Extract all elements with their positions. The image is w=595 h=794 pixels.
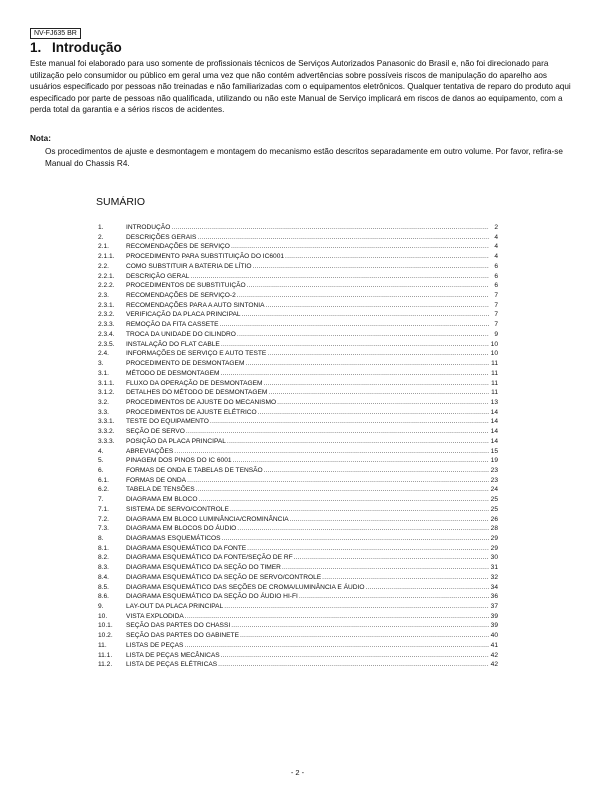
- toc-entry[interactable]: [98, 311, 498, 321]
- toc-entry-page: 32: [490, 573, 498, 581]
- toc-dot-leader: [253, 263, 489, 270]
- toc-entry-number: 2.1.1.: [98, 253, 115, 261]
- toc-entry-number: 10.2.: [98, 632, 113, 640]
- toc-entry-number: 2.3.2.: [98, 311, 115, 319]
- toc-entry-title: LISTA DE PEÇAS MECÂNICAS: [126, 651, 220, 659]
- toc-entry-title: REMOÇÃO DA FITA CASSETE: [126, 321, 219, 329]
- toc-entry-number: 8.3.: [98, 564, 109, 572]
- toc-entry-page: 19: [490, 457, 498, 465]
- toc-entry[interactable]: [98, 506, 498, 516]
- toc-entry[interactable]: [98, 613, 498, 623]
- toc-entry-number: 3.1.1.: [98, 379, 115, 387]
- toc-entry[interactable]: [98, 554, 498, 564]
- toc-entry-number: 7.3.: [98, 525, 109, 533]
- toc-entry-page: 7: [494, 321, 498, 329]
- toc-entry-page: 39: [490, 612, 498, 620]
- toc-entry[interactable]: [98, 652, 498, 662]
- toc-entry-title: PROCEDIMENTOS DE AJUSTE DO MECANISMO: [126, 398, 277, 406]
- toc-dot-leader: [190, 273, 489, 280]
- toc-entry-title: PINAGEM DOS PINOS DO IC 6001: [126, 457, 232, 465]
- toc-entry-page: 10: [490, 340, 498, 348]
- toc-entry-title: SISTEMA DE SERVO/CONTROLE: [126, 505, 229, 513]
- toc-entry-title: TROCA DA UNIDADE DO CILINDRO: [126, 330, 236, 338]
- toc-entry-page: 26: [490, 515, 498, 523]
- toc-dot-leader: [264, 467, 489, 474]
- toc-entry-number: 5.: [98, 457, 104, 465]
- toc-entry-title: DIAGRAMA ESQUEMÁTICO DA FONTE/SEÇÃO DE RF: [126, 554, 293, 562]
- toc-dot-leader: [277, 399, 489, 406]
- toc-entry[interactable]: [98, 593, 498, 603]
- toc-entry[interactable]: [98, 486, 498, 496]
- section-title: Introdução: [52, 40, 122, 55]
- toc-entry-number: 7.1.: [98, 505, 109, 513]
- toc-entry-page: 25: [490, 505, 498, 513]
- toc-dot-leader: [222, 535, 489, 542]
- toc-entry-page: 39: [490, 622, 498, 630]
- toc-dot-leader: [221, 652, 489, 659]
- toc-entry[interactable]: [98, 399, 498, 409]
- toc-entry[interactable]: [98, 263, 498, 273]
- toc-entry[interactable]: [98, 525, 498, 535]
- toc-entry-title: TESTE DO EQUIPAMENTO: [126, 418, 209, 426]
- toc-entry-title: LAY-OUT DA PLACA PRINCIPAL: [126, 603, 224, 611]
- toc-entry-title: DIAGRAMA ESQUEMÁTICO DA SEÇÃO DO ÁUDIO HI-FI: [126, 593, 298, 601]
- toc-entry-page: 4: [494, 243, 498, 251]
- toc-entry-number: 7.2.: [98, 515, 109, 523]
- toc-dot-leader: [258, 409, 489, 416]
- toc-entry[interactable]: [98, 457, 498, 467]
- toc-dot-leader: [221, 370, 489, 377]
- toc-dot-leader: [366, 584, 489, 591]
- toc-entry[interactable]: [98, 224, 498, 234]
- toc-entry-number: 6.: [98, 466, 104, 474]
- toc-entry-title: MÉTODO DE DESMONTAGEM: [126, 369, 220, 377]
- toc-entry[interactable]: [98, 516, 498, 526]
- toc-entry[interactable]: [98, 603, 498, 613]
- toc-entry-page: 9: [494, 330, 498, 338]
- toc-entry-number: 3.3.1.: [98, 418, 115, 426]
- toc-entry-title: DESCRIÇÕES GERAIS: [126, 233, 197, 241]
- toc-entry-number: 3.1.2.: [98, 389, 115, 397]
- toc-entry-title: DIAGRAMA EM BLOCO LUMINÂNCIA/CROMINÂNCIA: [126, 515, 289, 523]
- toc-entry-title: INTRODUÇÃO: [126, 224, 171, 231]
- toc-entry[interactable]: [98, 360, 498, 370]
- toc-dot-leader: [171, 224, 489, 231]
- toc-entry-page: 42: [490, 661, 498, 669]
- toc-entry[interactable]: [98, 389, 498, 399]
- toc-dot-leader: [196, 486, 489, 493]
- toc-entry[interactable]: [98, 273, 498, 283]
- toc-entry-title: DIAGRAMA ESQUEMÁTICO DA FONTE: [126, 544, 247, 552]
- toc-dot-leader: [221, 341, 489, 348]
- toc-entry[interactable]: [98, 545, 498, 555]
- toc-entry-page: 7: [494, 311, 498, 319]
- toc-entry-number: 2.1.: [98, 243, 109, 251]
- toc-entry[interactable]: [98, 302, 498, 312]
- toc-entry-number: 3.1.: [98, 369, 109, 377]
- toc-entry[interactable]: [98, 632, 498, 642]
- toc-entry-page: 25: [490, 496, 498, 504]
- toc-entry-title: VISTA EXPLODIDA: [126, 612, 184, 620]
- toc-entry-number: 2.3.1.: [98, 301, 115, 309]
- toc-entry-page: 14: [490, 418, 498, 426]
- toc-dot-leader: [198, 496, 489, 503]
- toc-dot-leader: [294, 554, 489, 561]
- toc-entry[interactable]: [98, 438, 498, 448]
- toc-entry-page: 7: [494, 292, 498, 300]
- toc-dot-leader: [220, 321, 489, 328]
- toc-entry-page: 6: [494, 262, 498, 270]
- toc-entry-page: 2: [494, 224, 498, 231]
- toc-entry[interactable]: [98, 321, 498, 331]
- toc-entry-title: RECOMENDAÇÕES DE SERVIÇO: [126, 243, 230, 251]
- toc-entry-page: 36: [490, 593, 498, 601]
- toc-entry-page: 6: [494, 282, 498, 290]
- toc-entry[interactable]: [98, 292, 498, 302]
- toc-entry-title: COMO SUBSTITUIR A BATERIA DE LÍTIO: [126, 262, 252, 270]
- toc-entry-page: 41: [490, 641, 498, 649]
- toc-entry-page: 29: [490, 544, 498, 552]
- toc-entry-title: LISTAS DE PEÇAS: [126, 641, 184, 649]
- toc-dot-leader: [237, 292, 489, 299]
- toc-entry-page: 14: [490, 408, 498, 416]
- toc-dot-leader: [299, 593, 489, 600]
- toc-entry-page: 10: [490, 350, 498, 358]
- toc-entry[interactable]: [98, 496, 498, 506]
- toc-entry[interactable]: [98, 477, 498, 487]
- toc-entry-number: 9.: [98, 603, 104, 611]
- table-of-contents: [98, 224, 498, 671]
- toc-entry-title: LISTA DE PEÇAS ELÉTRICAS: [126, 661, 218, 669]
- toc-entry-title: DETALHES DO MÉTODO DE DESMONTAGEM: [126, 389, 268, 397]
- toc-dot-leader: [268, 389, 489, 396]
- toc-entry[interactable]: [98, 564, 498, 574]
- toc-dot-leader: [240, 632, 489, 639]
- toc-entry[interactable]: [98, 584, 498, 594]
- toc-entry-page: 11: [491, 369, 498, 377]
- toc-dot-leader: [237, 525, 489, 532]
- toc-entry-title: SEÇÃO DE SERVO: [126, 428, 185, 436]
- model-label: NV-FJ635 BR: [30, 28, 81, 39]
- toc-dot-leader: [187, 477, 489, 484]
- toc-entry-number: 11.1.: [98, 651, 113, 659]
- toc-entry-number: 2.3.: [98, 292, 109, 300]
- toc-entry[interactable]: [98, 331, 498, 341]
- toc-entry-number: 6.2.: [98, 486, 109, 494]
- toc-entry[interactable]: [98, 409, 498, 419]
- toc-entry-number: 11.2.: [98, 661, 113, 669]
- toc-entry-number: 8.4.: [98, 573, 109, 581]
- toc-entry-page: 34: [490, 583, 498, 591]
- toc-entry-page: 24: [490, 486, 498, 494]
- section-heading: [30, 40, 122, 55]
- toc-entry-title: DIAGRAMA EM BLOCOS DO ÁUDIO: [126, 525, 237, 533]
- toc-entry-title: POSIÇÃO DA PLACA PRINCIPAL: [126, 437, 226, 445]
- toc-entry-number: 10.1.: [98, 622, 113, 630]
- toc-entry-number: 6.1.: [98, 476, 109, 484]
- toc-entry-number: 3.3.: [98, 408, 109, 416]
- toc-entry-title: DIAGRAMA ESQUEMÁTICO DA SEÇÃO DE SERVO/CONTROLE: [126, 573, 322, 581]
- toc-entry-title: VERIFICAÇÃO DA PLACA PRINCIPAL: [126, 311, 241, 319]
- toc-dot-leader: [230, 506, 489, 513]
- intro-paragraph: Este manual foi elaborado para uso somente de profissionais técnicos de Serviços Autorizados Panasonic do Brasil e, não foi direcionado para utilização pelo consumidor ou público em geral uma vez que não contém advertências sobre possíveis riscos de manipulação do aparelho aos usuários especificado por pessoas não treinadas e não familiarizadas com o equipamentos eletrônicos. Qualquer tentativa de reparo do produto aqui especificado por parte de pessoas não qualificada, utilizando ou não este Manual de Serviço implicará em riscos de danos ao equipamento, com a perda total da garantia e a sérios riscos de acidentes.: [30, 59, 571, 115]
- toc-dot-leader: [237, 331, 489, 338]
- toc-entry-title: SEÇÃO DAS PARTES DO GABINETE: [126, 632, 239, 640]
- toc-dot-leader: [224, 603, 489, 610]
- toc-dot-leader: [185, 613, 489, 620]
- toc-entry-page: 31: [490, 564, 498, 572]
- toc-dot-leader: [290, 516, 489, 523]
- toc-entry-page: 30: [490, 554, 498, 562]
- toc-entry-title: INSTALAÇÃO DO FLAT CABLE: [126, 340, 220, 348]
- toc-entry[interactable]: [98, 350, 498, 360]
- toc-entry[interactable]: [98, 661, 498, 671]
- toc-entry-page: 14: [490, 428, 498, 436]
- toc-dot-leader: [197, 234, 489, 241]
- toc-dot-leader: [247, 282, 489, 289]
- toc-dot-leader: [264, 380, 489, 387]
- toc-entry-page: 42: [490, 651, 498, 659]
- toc-entry-page: 37: [490, 603, 498, 611]
- toc-entry[interactable]: [98, 428, 498, 438]
- toc-entry[interactable]: [98, 282, 498, 292]
- toc-entry-title: PROCEDIMENTOS DE AJUSTE ELÉTRICO: [126, 408, 257, 416]
- toc-dot-leader: [282, 564, 489, 571]
- toc-entry-title: DESCRIÇÃO GERAL: [126, 272, 190, 280]
- toc-entry-title: DIAGRAMA ESQUEMÁTICO DA SEÇÃO DO TIMER: [126, 564, 281, 572]
- toc-entry-page: 11: [491, 360, 498, 368]
- toc-dot-leader: [322, 574, 489, 581]
- toc-entry-number: 8.: [98, 535, 104, 542]
- toc-entry[interactable]: [98, 622, 498, 632]
- toc-dot-leader: [266, 302, 489, 309]
- toc-entry-title: DIAGRAMA EM BLOCO: [126, 496, 198, 504]
- toc-entry-page: 7: [494, 301, 498, 309]
- toc-dot-leader: [267, 350, 489, 357]
- toc-entry-number: 3.3.3.: [98, 437, 115, 445]
- toc-dot-leader: [186, 428, 489, 435]
- note-label: Nota:: [30, 134, 51, 143]
- toc-entry-number: 2.3.5.: [98, 340, 115, 348]
- toc-entry-page: 15: [490, 447, 498, 455]
- section-number: 1.: [30, 40, 42, 55]
- toc-entry-number: 2.2.: [98, 262, 109, 270]
- toc-entry[interactable]: [98, 253, 498, 263]
- toc-entry-page: 23: [490, 466, 498, 474]
- toc-entry-page: 4: [494, 233, 498, 241]
- toc-entry[interactable]: [98, 467, 498, 477]
- toc-dot-leader: [285, 253, 489, 260]
- toc-entry-title: INFORMAÇÕES DE SERVIÇO E AUTO TESTE: [126, 350, 267, 358]
- toc-entry-number: 3.3.2.: [98, 428, 115, 436]
- toc-entry-number: 8.5.: [98, 583, 109, 591]
- toc-entry-title: ABREVIAÇÕES: [126, 447, 174, 455]
- toc-entry[interactable]: [98, 243, 498, 253]
- toc-entry-number: 8.1.: [98, 544, 109, 552]
- toc-dot-leader: [233, 457, 489, 464]
- toc-entry-title: SEÇÃO DAS PARTES DO CHASSI: [126, 622, 231, 630]
- toc-entry-number: 8.2.: [98, 554, 109, 562]
- toc-entry-number: 2.3.3.: [98, 321, 115, 329]
- toc-entry-number: 3.2.: [98, 398, 109, 406]
- toc-entry-number: 8.6.: [98, 593, 109, 601]
- toc-dot-leader: [242, 311, 489, 318]
- page-number: - 2 -: [290, 768, 305, 777]
- toc-entry-title: RECOMENDAÇÕES PARA A AUTO SINTONIA: [126, 301, 265, 309]
- toc-entry-number: 2.3.4.: [98, 330, 115, 338]
- toc-entry-number: 10.: [98, 612, 108, 620]
- toc-entry-title: DIAGRAMAS ESQUEMÁTICOS: [126, 535, 221, 542]
- toc-entry-number: 3.: [98, 360, 104, 368]
- toc-dot-leader: [231, 622, 489, 629]
- toc-dot-leader: [210, 418, 489, 425]
- toc-entry-page: 11: [491, 389, 498, 397]
- toc-dot-leader: [245, 360, 489, 367]
- toc-dot-leader: [247, 545, 489, 552]
- toc-entry-number: 2.2.1.: [98, 272, 115, 280]
- toc-entry-page: 40: [490, 632, 498, 640]
- toc-entry-number: 1.: [98, 224, 104, 231]
- toc-entry[interactable]: [98, 380, 498, 390]
- toc-entry-number: 2.: [98, 233, 104, 241]
- toc-entry-title: TABELA DE TENSÕES: [126, 486, 195, 494]
- toc-entry-page: 29: [490, 535, 498, 542]
- toc-dot-leader: [227, 438, 489, 445]
- toc-entry-number: 11.: [98, 641, 107, 649]
- toc-entry-title: RECOMENDAÇÕES DE SERVIÇO-2: [126, 292, 236, 300]
- toc-entry-page: 6: [494, 272, 498, 280]
- toc-entry[interactable]: [98, 234, 498, 244]
- toc-entry-page: 4: [494, 253, 498, 261]
- toc-entry-number: 7.: [98, 496, 104, 504]
- toc-entry[interactable]: [98, 418, 498, 428]
- toc-entry-title: FORMAS DE ONDA: [126, 476, 187, 484]
- toc-entry-number: 2.4.: [98, 350, 109, 358]
- toc-dot-leader: [231, 243, 489, 250]
- toc-entry-title: FORMAS DE ONDA E TABELAS DE TENSÃO: [126, 466, 263, 474]
- toc-entry-page: 14: [490, 437, 498, 445]
- toc-entry[interactable]: [98, 574, 498, 584]
- note-text: Os procedimentos de ajuste e desmontagem e montagem do mecanismo estão descritos separadamente em outro volume. Por favor, refira-se Manual do Chassis R4.: [45, 147, 563, 168]
- toc-entry-title: PROCEDIMENTOS DE SUBSTITUIÇÃO: [126, 282, 246, 290]
- toc-entry-title: FLUXO DA OPERAÇÃO DE DESMONTAGEM: [126, 379, 263, 387]
- toc-entry-number: 2.2.2.: [98, 282, 115, 290]
- toc-entry-number: 4.: [98, 447, 104, 455]
- toc-entry[interactable]: [98, 535, 498, 545]
- toc-entry-page: 11: [491, 379, 498, 387]
- table-of-contents-title: SUMÁRIO: [96, 196, 146, 208]
- toc-entry[interactable]: [98, 448, 498, 458]
- toc-dot-leader: [184, 642, 489, 649]
- toc-entry-page: 28: [490, 525, 498, 533]
- toc-entry[interactable]: [98, 642, 498, 652]
- toc-entry-page: 13: [490, 398, 498, 406]
- toc-entry-title: PROCEDIMENTO PARA SUBSTITUIÇÃO DO IC6001: [126, 253, 285, 261]
- toc-entry-page: 23: [490, 476, 498, 484]
- toc-entry-title: PROCEDIMENTO DE DESMONTAGEM: [126, 360, 245, 368]
- toc-dot-leader: [174, 448, 489, 455]
- toc-dot-leader: [218, 661, 489, 668]
- toc-entry[interactable]: [98, 370, 498, 380]
- toc-entry-title: DIAGRAMA ESQUEMÁTICO DAS SEÇÕES DE CROMA/LUMINÂNCIA E ÁUDIO: [126, 583, 365, 591]
- toc-entry[interactable]: [98, 341, 498, 351]
